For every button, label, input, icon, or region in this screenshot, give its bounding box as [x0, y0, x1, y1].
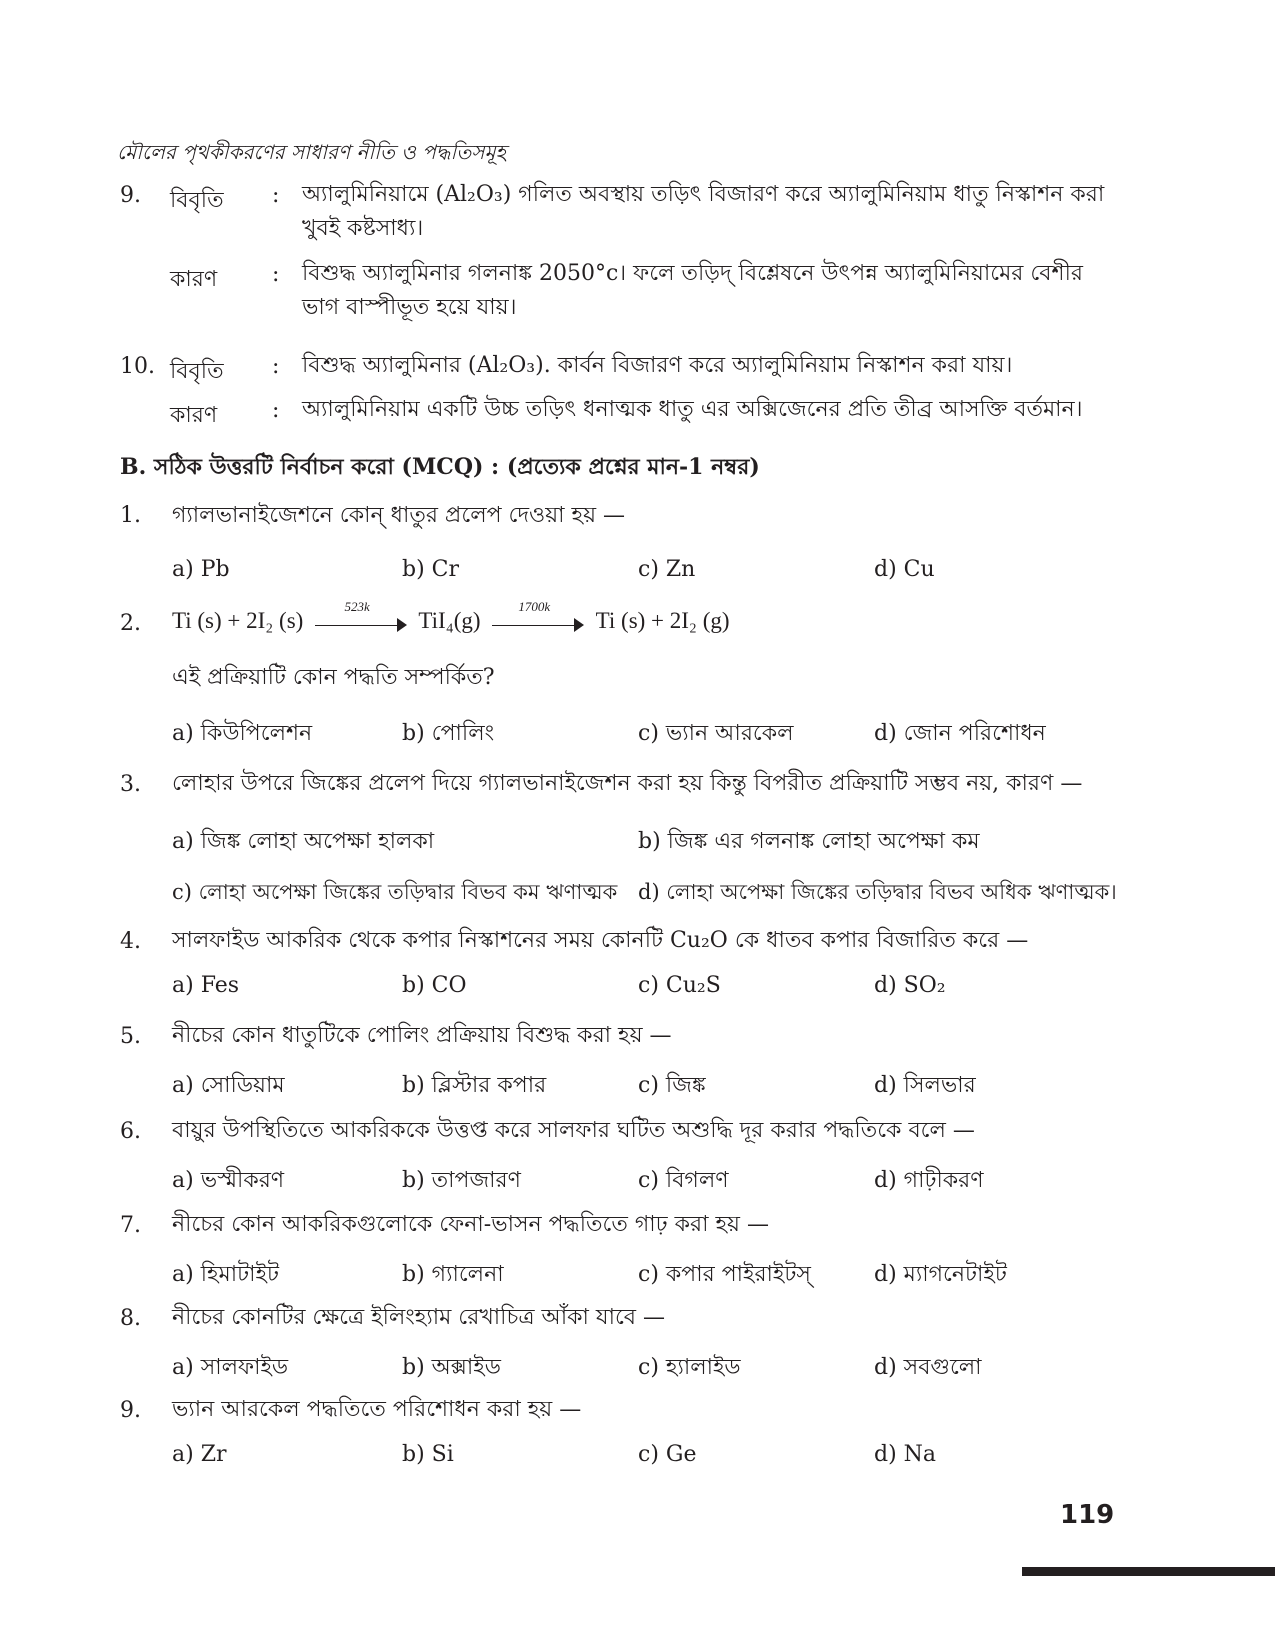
question-number: 6. — [120, 1119, 141, 1144]
question-number: 8. — [120, 1306, 141, 1331]
equation-reactants: Ti (s) + 2I₂ (s) — [172, 608, 304, 633]
reason-text: বিশুদ্ধ অ্যালুমিনার গলনাঙ্ক 2050°c। ফলে তড়িদ্ বিশ্লেষনে উৎপন্ন অ্যালুমিনিয়ামের বেশীর ভাগ বাস্পীভূত হয়ে যায়। — [302, 261, 1083, 320]
question-text: গ্যালভানাইজেশনে কোন্ ধাতুর প্রলেপ দেওয়া হয় — — [172, 503, 626, 528]
reaction-arrow-icon — [492, 598, 584, 633]
equation-intermediate: TiI₄(g) — [418, 608, 481, 633]
option-b: b) গ্যালেনা — [402, 1262, 504, 1287]
option-c: c) হ্যালাইড — [638, 1355, 741, 1380]
question-text: নীচের কোন আকরিকগুলোকে ফেনা-ভাসন পদ্ধতিতে গাঢ় করা হয় — — [172, 1212, 769, 1237]
statement-label: বিবৃতি — [170, 188, 224, 213]
question-text: ভ্যান আরকেল পদ্ধতিতে পরিশোধন করা হয় — — [172, 1397, 582, 1422]
option-d: d) সবগুলো — [874, 1355, 982, 1380]
option-b: b) Cr — [402, 557, 460, 582]
question-number: 9. — [120, 1398, 141, 1423]
option-a: a) Pb — [172, 557, 230, 582]
statement-label: বিবৃতি — [170, 359, 224, 384]
option-c: c) Ge — [638, 1442, 697, 1467]
option-a: a) হিমাটাইট — [172, 1262, 279, 1287]
option-a: a) জিঙ্ক লোহা অপেক্ষা হালকা — [172, 829, 435, 854]
question-number: 2. — [120, 611, 141, 636]
option-c: c) Cu₂S — [638, 973, 721, 998]
question-number: 7. — [120, 1213, 141, 1238]
reason-label: কারণ — [170, 403, 218, 428]
page-number: 119 — [1060, 1500, 1115, 1530]
option-c: c) জিঙ্ক — [638, 1073, 706, 1098]
arrow-condition: 523k — [344, 598, 370, 614]
option-b: b) তাপজারণ — [402, 1168, 521, 1193]
option-a: a) সালফাইড — [172, 1355, 289, 1380]
statement-number: 9. — [120, 183, 141, 208]
option-c: c) কপার পাইরাইটস্ — [638, 1262, 811, 1287]
option-d: d) Na — [874, 1442, 937, 1467]
option-d: d) SO₂ — [874, 973, 946, 998]
option-d: d) লোহা অপেক্ষা জিঙ্কের তড়িদ্বার বিভব অধিক ঋণাত্মক। — [638, 880, 1117, 904]
arrow-condition: 1700k — [518, 598, 551, 614]
question-text: নীচের কোন ধাতুটিকে পোলিং প্রক্রিয়ায় বিশুদ্ধ করা হয় — — [172, 1023, 672, 1048]
colon: : — [272, 398, 280, 423]
question-text: সালফাইড আকরিক থেকে কপার নিস্কাশনের সময় কোনটি Cu₂O কে ধাতব কপার বিজারিত করে — — [172, 928, 1029, 953]
option-c: c) লোহা অপেক্ষা জিঙ্কের তড়িদ্বার বিভব কম ঋণাত্মক — [172, 880, 618, 904]
section-heading: B. সঠিক উত্তরটি নির্বাচন করো (MCQ) : (প্রত্যেক প্রশ্নের মান-1 নম্বর) — [120, 454, 760, 480]
question-text: বায়ুর উপস্থিতিতে আকরিককে উত্তপ্ত করে সালফার ঘটিত অশুদ্ধি দূর করার পদ্ধতিকে বলে — — [172, 1118, 975, 1143]
question-number: 5. — [120, 1024, 141, 1049]
option-d: d) জোন পরিশোধন — [874, 721, 1046, 746]
option-d: d) গাঢ়ীকরণ — [874, 1168, 984, 1193]
question-text: নীচের কোনটির ক্ষেত্রে ইলিংহ্যাম রেখাচিত্র আঁকা যাবে — — [172, 1305, 666, 1330]
option-b: b) Si — [402, 1442, 454, 1467]
option-d: d) সিলভার — [874, 1073, 976, 1098]
option-b: b) CO — [402, 973, 467, 998]
colon: : — [272, 354, 280, 379]
option-c: c) বিগলণ — [638, 1168, 729, 1193]
option-a: a) Zr — [172, 1442, 227, 1467]
option-d: d) Cu — [874, 557, 935, 582]
question-number: 4. — [120, 929, 141, 954]
reaction-arrow-icon — [315, 598, 407, 633]
question-number: 3. — [120, 772, 141, 797]
colon: : — [272, 262, 280, 287]
option-b: b) ব্লিস্টার কপার — [402, 1073, 547, 1098]
option-a: a) কিউপিলেশন — [172, 721, 313, 746]
question-number: 1. — [120, 503, 141, 528]
footer-rule — [1022, 1567, 1275, 1576]
chemical-equation — [172, 598, 730, 634]
option-a: a) Fes — [172, 973, 240, 998]
statement-number: 10. — [120, 354, 155, 379]
option-c: c) ভ্যান আরকেল — [638, 721, 794, 746]
reason-text: অ্যালুমিনিয়াম একটি উচ্চ তড়িৎ ধনাত্মক ধাতু এর অক্সিজেনের প্রতি তীব্র আসক্তি বর্তমান। — [302, 397, 1083, 422]
running-header: মৌলের পৃথকীকরণের সাধারণ নীতি ও পদ্ধতিসমূহ — [117, 140, 507, 164]
option-a: a) সোডিয়াম — [172, 1073, 285, 1098]
reason-label: কারণ — [170, 267, 218, 292]
option-b: b) অক্সাইড — [402, 1355, 501, 1380]
question-text: এই প্রক্রিয়াটি কোন পদ্ধতি সম্পর্কিত? — [172, 665, 495, 690]
colon: : — [272, 183, 280, 208]
statement-text: অ্যালুমিনিয়ামে (Al₂O₃) গলিত অবস্থায় তড়িৎ বিজারণ করে অ্যালুমিনিয়াম ধাতু নিস্কাশন করা খুবই কষ্টসাধ্য। — [302, 182, 1105, 241]
equation-products: Ti (s) + 2I₂ (g) — [595, 608, 730, 633]
option-d: d) ম্যাগনেটাইট — [874, 1262, 1007, 1287]
option-a: a) ভস্মীকরণ — [172, 1168, 285, 1193]
statement-text: বিশুদ্ধ অ্যালুমিনার (Al₂O₃). কার্বন বিজারণ করে অ্যালুমিনিয়াম নিস্কাশন করা যায়। — [302, 353, 1013, 378]
option-b: b) জিঙ্ক এর গলনাঙ্ক লোহা অপেক্ষা কম — [638, 829, 980, 854]
question-text: লোহার উপরে জিঙ্কের প্রলেপ দিয়ে গ্যালভানাইজেশন করা হয় কিন্তু বিপরীত প্রক্রিয়াটি সম্ভব নয়, কারণ — — [172, 771, 1083, 796]
option-c: c) Zn — [638, 557, 696, 582]
option-b: b) পোলিং — [402, 721, 495, 746]
